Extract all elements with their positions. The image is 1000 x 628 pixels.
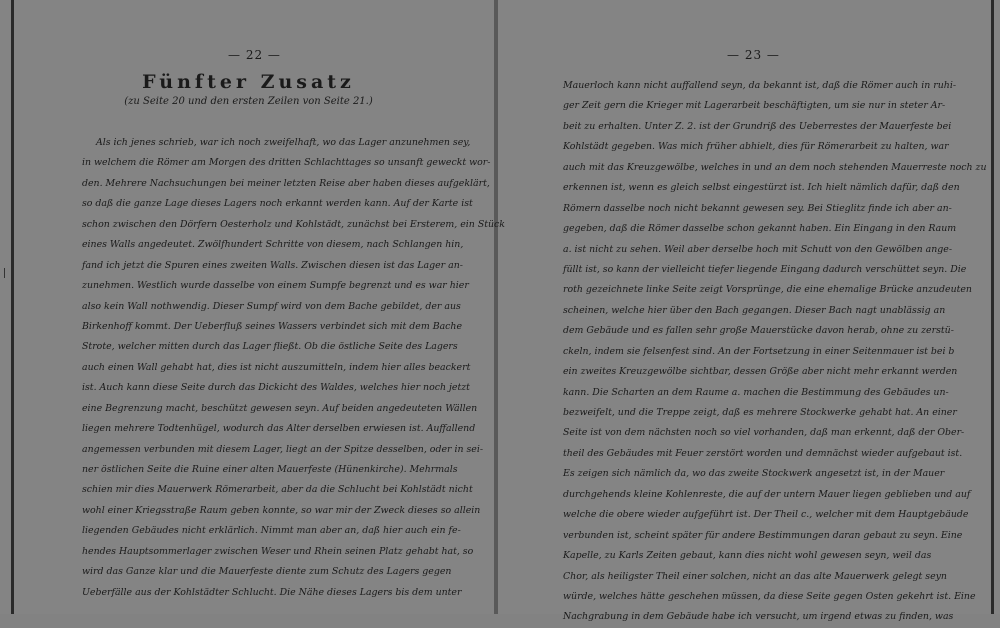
text-line: Als ich jenes schrieb, war ich noch zweifelhaft, wo das Lager anzunehmen sey, <box>96 137 471 148</box>
text-line: würde, welches hätte geschehen müssen, da diese Seite gegen Osten gekehrt ist. Eine <box>563 590 976 602</box>
text-line: zunehmen. Westlich wurde dasselbe von einem Sumpfe begrenzt und es war hier <box>82 280 469 292</box>
text-line: ein zweites Kreuzgewölbe sichtbar, dessen Größe aber nicht mehr erkannt werden <box>563 366 958 378</box>
text-line: wohl einer Kriegsstraße Raum geben konnte, so war mir der Zweck dieses so allein <box>82 504 481 516</box>
text-line: also kein Wall nothwendig. Dieser Sumpf wird von dem Bache gebildet, der aus <box>82 300 461 312</box>
text-line: bezweifelt, und die Treppe zeigt, daß es mehrere Stockwerke gehabt hat. An einer <box>563 407 957 418</box>
page-number: — 23 — <box>727 48 780 62</box>
text-line: ger Zeit gern die Krieger mit Lagerarbeit beschäftigten, um sie nur in steter Ar- <box>563 100 946 112</box>
text-line: auch einen Wall gehabt hat, dies ist nicht auszumitteln, indem hier alles beackert <box>82 361 471 373</box>
text-line: ner östlichen Seite die Ruine einer alten Mauerfeste (Hünenkirche). Mehrmals <box>82 464 458 475</box>
text-line: theil des Gebäudes mit Feuer zerstört worden und demnächst wieder aufgebaut ist. <box>563 447 963 459</box>
text-line: kann. Die Scharten an dem Raume a. machen die Bestimmung des Gebäudes un- <box>563 386 949 398</box>
text-line: Kohlstädt gegeben. Was mich früher abhielt, dies für Römerarbeit zu halten, war <box>563 141 949 153</box>
text-line: schien mir dies Mauerwerk Römerarbeit, aber da die Schlucht bei Kohlstädt nicht <box>82 484 473 496</box>
text-line: scheinen, welche hier über den Bach gegangen. Dieser Bach nagt unablässig an <box>563 304 946 316</box>
text-line: Chor, als heiligster Theil einer solchen, nicht an das alte Mauerwerk gelegt seyn <box>563 570 947 582</box>
text-line: ckeln, indem sie felsenfest sind. An der Fortsetzung in einer Seitenmauer ist bei b <box>563 345 955 357</box>
text-line: Nachgrabung in dem Gebäude habe ich versucht, um irgend etwas zu finden, was <box>563 611 954 623</box>
text-line: fand ich jetzt die Spuren eines zweiten Walls. Zwischen diesen ist das Lager an- <box>82 259 463 271</box>
text-line: Kapelle, zu Karls Zeiten gebaut, kann dies nicht wohl gewesen seyn, weil das <box>563 550 932 562</box>
text-line: liegen mehrere Todtenhügel, wodurch das Alter derselben erwiesen ist. Auffallend <box>82 423 476 435</box>
section-heading: Fünfter Zusatz <box>142 71 355 93</box>
text-line: in welchem die Römer am Morgen des dritten Schlachttages so unsanft geweckt wor- <box>82 157 491 169</box>
left-page <box>0 0 505 614</box>
text-line: so daß die ganze Lage dieses Lagers noch erkannt werden kann. Auf der Karte ist <box>82 198 473 210</box>
text-line: den. Mehrere Nachsuchungen bei meiner letzten Reise aber haben dieses aufgeklärt, <box>82 177 490 189</box>
text-line: verbunden ist, scheint später für andere Bestimmungen daran gebaut zu seyn. Eine <box>563 529 963 541</box>
text-line: Birkenhoff kommt. Der Ueberfluß seines Wassers verbindet sich mit dem Bache <box>82 320 463 332</box>
text-line: dem Gebäude und es fallen sehr große Mauerstücke davon herab, ohne zu zerstü- <box>563 325 954 337</box>
section-subheading: (zu Seite 20 und den ersten Zeilen von Seite 21.) <box>124 96 373 107</box>
body-text <box>82 133 505 603</box>
text-line: wird das Ganze klar und die Mauerfeste diente zum Schutz des Lagers gegen <box>82 566 452 578</box>
text-line: Ueberfälle aus der Kohlstädter Schlucht. Die Nähe dieses Lagers bis dem unter <box>82 586 462 598</box>
body-text <box>563 76 987 628</box>
text-line: angemessen verbunden mit diesem Lager, liegt an der Spitze desselben, oder in sei- <box>82 443 483 455</box>
text-line: Es zeigen sich nämlich da, wo das zweite Stockwerk angesetzt ist, in der Mauer <box>563 468 945 480</box>
text-line: erkennen ist, wenn es gleich selbst eingestürzt ist. Ich hielt nämlich dafür, daß den <box>563 182 960 194</box>
text-line: welche die obere wieder aufgeführt ist. Der Theil c., welcher mit dem Hauptgebäude <box>563 509 969 521</box>
text-line: beit zu erhalten. Unter Z. 2. ist der Grundriß des Ueberrestes der Mauerfeste bei <box>563 120 952 132</box>
text-line: eines Walls angedeutet. Zwölfhundert Schritte von diesem, nach Schlangen hin, <box>82 239 464 251</box>
text-line: Strote, welcher mitten durch das Lager fließt. Ob die östliche Seite des Lagers <box>82 341 458 353</box>
text-line: auch mit das Kreuzgewölbe, welches in und an dem noch stehenden Mauerreste noch zu <box>563 161 987 173</box>
text-line: hendes Hauptsommerlager zwischen Weser und Rhein seinen Platz gehabt hat, so <box>82 545 474 557</box>
text-line: Mauerloch kann nicht auffallend seyn, da bekannt ist, daß die Römer auch in ruhi- <box>563 80 956 91</box>
text-line: füllt ist, so kann der vielleicht tiefer liegende Eingang dadurch verschüttet seyn. Die <box>563 263 967 275</box>
text-line: Römern dasselbe noch nicht bekannt gewesen sey. Bei Stieglitz finde ich aber an- <box>563 202 952 214</box>
text-line: roth gezeichnete linke Seite zeigt Vorsprünge, die eine ehemalige Brücke anzudeuten <box>563 284 972 296</box>
text-line: a. ist nicht zu sehen. Weil aber derselbe hoch mit Schutt von den Gewölben ange- <box>563 243 952 255</box>
text-line: ist. Auch kann diese Seite durch das Dickicht des Waldes, welches hier noch jetzt <box>82 382 470 394</box>
text-line: liegenden Gebäudes nicht erklärlich. Nimmt man aber an, daß hier auch ein fe- <box>82 525 461 537</box>
text-line: gegeben, daß die Römer dasselbe schon gekannt haben. Ein Eingang in den Raum <box>563 223 957 235</box>
text-line: Seite ist von dem nächsten noch so viel vorhanden, daß man erkennt, daß der Ober- <box>563 427 965 439</box>
text-line: schon zwischen den Dörfern Oesterholz und Kohlstädt, zunächst bei Ersterem, ein Stück <box>82 218 505 230</box>
text-line: durchgehends kleine Kohlenreste, die auf der untern Mauer liegen geblieben und auf <box>563 488 971 500</box>
page-number: — 22 — <box>228 48 281 62</box>
right-page <box>497 0 1000 623</box>
text-line: eine Begrenzung macht, beschützt gewesen seyn. Auf beiden angedeuteten Wällen <box>82 402 478 414</box>
margin-mark <box>4 268 5 278</box>
